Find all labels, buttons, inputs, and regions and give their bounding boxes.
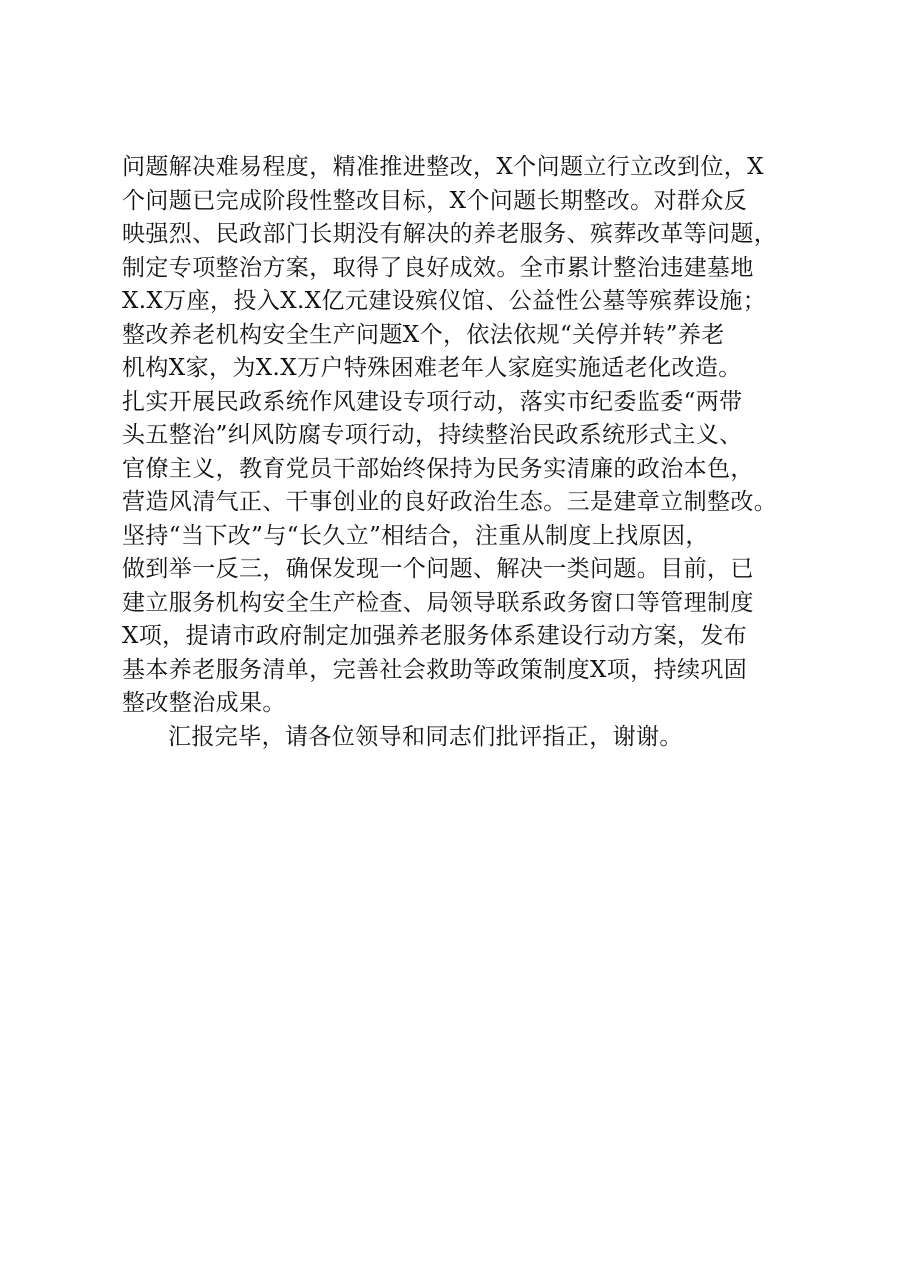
text-line: 机构X家，为X.X万户特殊困难老年人家庭实施适老化改造。 [122, 355, 742, 381]
text-line: 制定专项整治方案，取得了良好成效。全市累计整治违建墓地 [122, 254, 754, 281]
text-line: 整改养老机构安全生产问题X个，依法依规“关停并转”养老 [122, 321, 725, 348]
text-line: 问题解决难易程度，精准推进整改，X个问题立行立改到位，X [122, 154, 764, 180]
text-line: X.X万座，投入X.X亿元建设殡仪馆、公益性公墓等殡葬设施； [122, 288, 767, 314]
closing-paragraph: 汇报完毕，请各位领导和同志们批评指正，谢谢。 [168, 723, 683, 750]
text-line: 官僚主义，教育党员干部始终保持为民务实清廉的政治本色， [122, 455, 754, 482]
text-line: 头五整治”纠风防腐专项行动，持续整治民政系统形式主义、 [122, 422, 743, 448]
text-line: 扎实开展民政系统作风建设专项行动，落实市纪委监委“两带 [122, 388, 743, 415]
text-line: 个问题已完成阶段性整改目标，X个问题长期整改。对群众反 [122, 187, 748, 214]
text-line: 映强烈、民政部门长期没有解决的养老服务、殡葬改革等问题， [122, 221, 778, 247]
text-line: 整改整治成果。 [122, 690, 286, 716]
body-text [122, 151, 812, 754]
text-line: 做到举一反三，确保发现一个问题、解决一类问题。目前，已 [122, 556, 754, 582]
text-line: 坚持“当下改”与“长久立”相结合，注重从制度上找原因， [122, 522, 709, 549]
text-line: 基本养老服务清单，完善社会救助等政策制度X项，持续巩固 [122, 656, 748, 683]
text-line: 建立服务机构安全生产检查、局领导联系政务窗口等管理制度 [122, 589, 754, 616]
text-line: X项，提请市政府制定加强养老服务体系建设行动方案，发布 [122, 623, 748, 649]
text-line: 营造风清气正、干事创业的良好政治生态。三是建章立制整改。 [122, 489, 778, 515]
